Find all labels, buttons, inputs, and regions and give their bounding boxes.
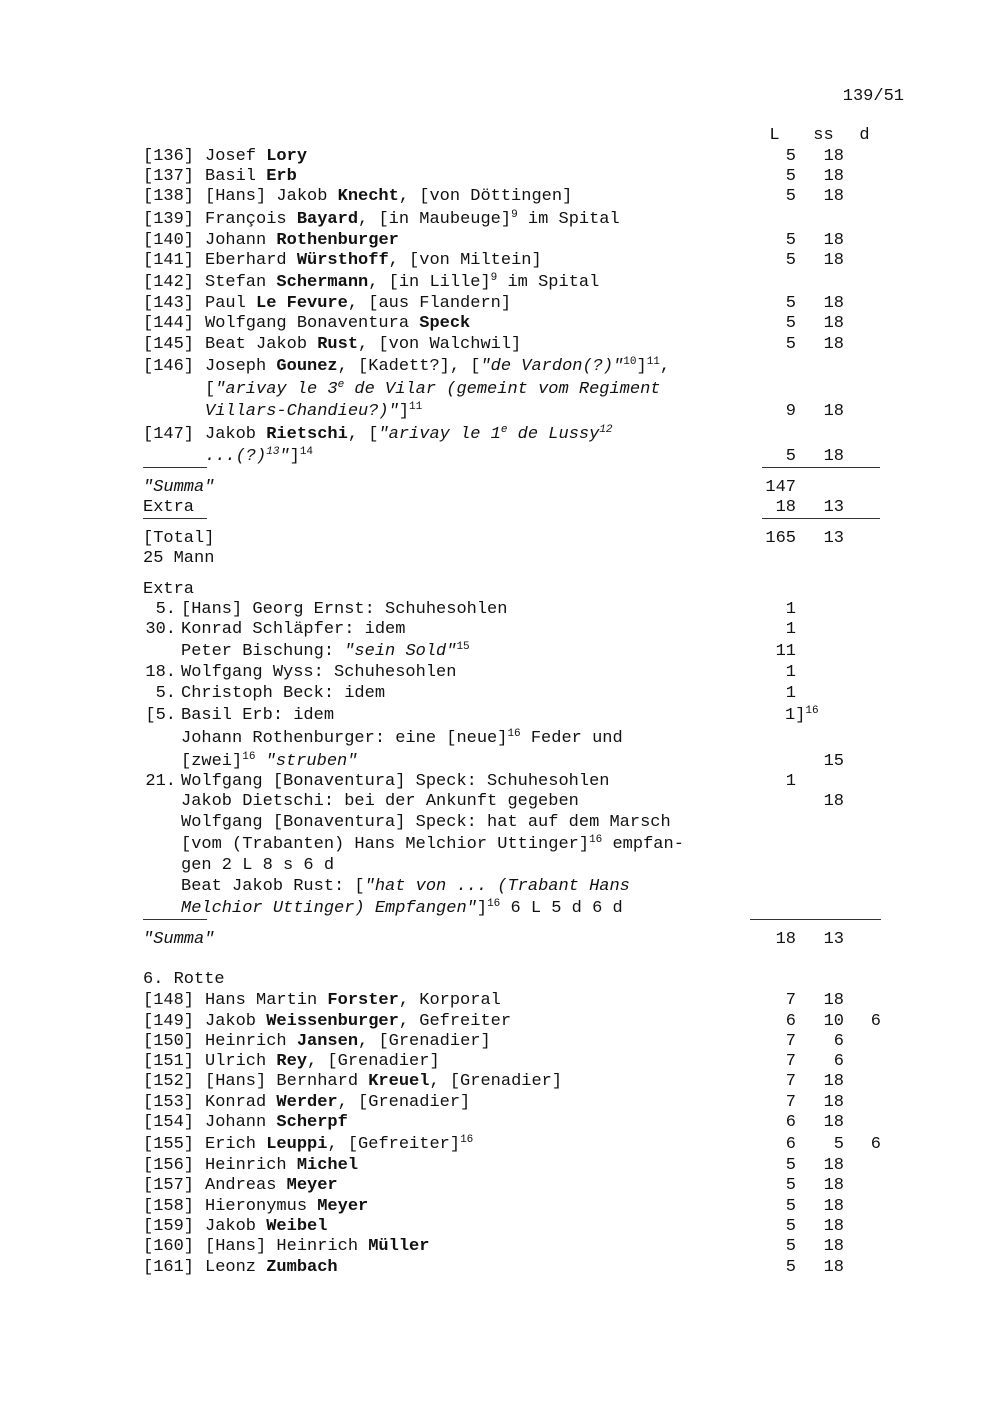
entry-number: [148] xyxy=(143,991,195,1010)
amount-ss: 18 xyxy=(823,1237,844,1256)
entry-text: [Hans] Heinrich Müller xyxy=(205,1237,430,1256)
list-item xyxy=(143,812,883,833)
amount-l: 7 xyxy=(785,1093,796,1112)
entry-number: [137] xyxy=(143,167,195,186)
amount-l: 7 xyxy=(785,1052,796,1071)
amount-ss: 18 xyxy=(823,991,844,1010)
amount-ss: 18 xyxy=(823,187,844,206)
extra-text: [Hans] Georg Ernst: Schuhesohlen xyxy=(181,600,508,619)
amount-ss: 15 xyxy=(823,752,844,771)
amount-ss: 18 xyxy=(823,792,844,811)
amount-l: 1 xyxy=(785,600,796,619)
amount-l: 1 xyxy=(785,772,796,791)
amount-l: 7 xyxy=(785,1032,796,1051)
entry-number: [153] xyxy=(143,1093,195,1112)
amount-l: 7 xyxy=(785,991,796,1010)
amount-l: 5 xyxy=(785,147,796,166)
amount-l: 6 xyxy=(785,1012,796,1031)
amount-l: 5 xyxy=(785,1237,796,1256)
entry-number: [145] xyxy=(143,335,195,354)
entry-text: Joseph Gounez, [Kadett?], ["de Vardon(?)"$^{10}$]$^{11}$, xyxy=(205,356,671,376)
summa2-ss: 13 xyxy=(823,930,844,949)
rule-left xyxy=(143,518,207,519)
entry-text: Eberhard Würsthoff, [von Miltein] xyxy=(205,251,542,270)
entry-146-line1 xyxy=(143,356,883,377)
table-row xyxy=(143,1092,883,1113)
table-row xyxy=(143,1257,883,1278)
summa-l: 147 xyxy=(765,478,796,497)
summa2-l: 18 xyxy=(775,930,796,949)
extra-text: Jakob Dietschi: bei der Ankunft gegeben xyxy=(181,792,579,811)
table-row xyxy=(143,1071,883,1092)
amount-l: 1 xyxy=(785,620,796,639)
column-header-l: L xyxy=(769,126,780,145)
amount-l: 6 xyxy=(785,1113,796,1132)
table-row xyxy=(143,1112,883,1133)
amount-ss: 18 xyxy=(823,1072,844,1091)
list-item xyxy=(143,619,883,640)
amount-l: 6 xyxy=(785,1135,796,1154)
extra-number: 5. xyxy=(155,600,176,619)
entry-number: [141] xyxy=(143,251,195,270)
entry-number: [161] xyxy=(143,1258,195,1277)
amount-l: 1 xyxy=(785,663,796,682)
table-row xyxy=(143,1155,883,1176)
entry-number: [144] xyxy=(143,314,195,333)
extra-text: [vom (Trabanten) Hans Melchior Uttinger]$^{16}$ empfan- xyxy=(181,834,684,854)
amount-ss: 18 xyxy=(823,1258,844,1277)
rule-left xyxy=(143,919,207,920)
list-item xyxy=(143,641,883,662)
entry-text: Andreas Meyer xyxy=(205,1176,338,1195)
amount-l: 5 xyxy=(785,1176,796,1195)
extra-text: Wolfgang [Bonaventura] Speck: Schuhesohlen xyxy=(181,772,610,791)
list-item xyxy=(143,683,883,704)
table-row xyxy=(143,1031,883,1052)
column-header-row xyxy=(143,125,883,146)
amount-ss: 18 xyxy=(823,1217,844,1236)
amount-l: 1]$^{16}$ xyxy=(785,705,819,725)
entry-text: Leonz Zumbach xyxy=(205,1258,338,1277)
entry-text: Wolfgang Bonaventura Speck xyxy=(205,314,471,333)
amount-l: 5 xyxy=(785,335,796,354)
rule-right xyxy=(762,518,880,519)
table-row xyxy=(143,186,883,207)
table-row xyxy=(143,1196,883,1217)
extra-text: Johann Rothenburger: eine [neue]$^{16}$ Feder und xyxy=(181,728,623,748)
list-item xyxy=(143,728,883,749)
summa-row xyxy=(143,477,883,498)
entry-number: [140] xyxy=(143,231,195,250)
extra-text: gen 2 L 8 s 6 d xyxy=(181,856,335,875)
table-row xyxy=(143,1216,883,1237)
entry-text: ...(?)$^{13}$"]$^{14}$ xyxy=(205,446,314,466)
entry-text: Jakob Rietschi, ["arivay le 1e de Lussy$^{12}$ xyxy=(205,424,613,444)
entry-text: Heinrich Michel xyxy=(205,1156,359,1175)
amount-l: 5 xyxy=(785,1197,796,1216)
summa-label: "Summa" xyxy=(143,478,215,497)
table-row xyxy=(143,1236,883,1257)
extra-text: Beat Jakob Rust: ["hat von ... (Trabant Hans xyxy=(181,877,630,896)
extra-text: Melchior Uttinger) Empfangen"]$^{16}$ 6 L 5 d 6 d xyxy=(181,898,623,918)
list-item xyxy=(143,662,883,683)
extra-number: 21. xyxy=(145,772,176,791)
amount-l: 5 xyxy=(785,1258,796,1277)
amount-l: 5 xyxy=(785,167,796,186)
amount-l: 9 xyxy=(785,402,796,421)
entry-text: Jakob Weissenburger, Gefreiter xyxy=(205,1012,512,1031)
amount-ss: 6 xyxy=(833,1032,844,1051)
entry-text: Paul Le Fevure, [aus Flandern] xyxy=(205,294,512,313)
column-header-d: d xyxy=(859,126,870,145)
list-item xyxy=(143,855,883,876)
amount-ss: 18 xyxy=(823,251,844,270)
entry-text: Ulrich Rey, [Grenadier] xyxy=(205,1052,440,1071)
rotte-heading-row xyxy=(143,969,883,990)
total-l: 165 xyxy=(765,529,796,548)
amount-l: 5 xyxy=(785,314,796,333)
list-item xyxy=(143,599,883,620)
table-row xyxy=(143,990,883,1011)
list-item xyxy=(143,898,883,919)
entry-number: [158] xyxy=(143,1197,195,1216)
entry-number: [157] xyxy=(143,1176,195,1195)
table-row xyxy=(143,1011,883,1032)
entry-number: [155] xyxy=(143,1135,195,1154)
entry-text: Erich Leuppi, [Gefreiter]$^{16}$ xyxy=(205,1134,474,1154)
extra-l: 18 xyxy=(775,498,796,517)
list-item xyxy=(143,834,883,855)
entry-text: Johann Scherpf xyxy=(205,1113,348,1132)
entry-text: [Hans] Jakob Knecht, [von Döttingen] xyxy=(205,187,573,206)
men-count: 25 Mann xyxy=(143,549,215,568)
amount-l: 7 xyxy=(785,1072,796,1091)
extra-number: 18. xyxy=(145,663,176,682)
list-item xyxy=(143,705,883,726)
table-row xyxy=(143,230,883,251)
entry-147-line1 xyxy=(143,424,883,445)
amount-l: 1 xyxy=(785,684,796,703)
column-header-ss: ss xyxy=(813,126,834,145)
entry-text: Basil Erb xyxy=(205,167,297,186)
extra-number: 30. xyxy=(145,620,176,639)
list-item xyxy=(143,771,883,792)
amount-l: 5 xyxy=(785,294,796,313)
extra-total-row xyxy=(143,497,883,518)
entry-number: [160] xyxy=(143,1237,195,1256)
amount-ss: 6 xyxy=(833,1052,844,1071)
table-row xyxy=(143,1134,883,1155)
amount-ss: 18 xyxy=(823,1176,844,1195)
entry-text: François Bayard, [in Maubeuge]$^9$ im Spital xyxy=(205,209,620,229)
amount-l: 5 xyxy=(785,447,796,466)
rule-right xyxy=(762,467,880,468)
amount-l: 5 xyxy=(785,1156,796,1175)
entry-number: [149] xyxy=(143,1012,195,1031)
extra-number: [5. xyxy=(145,706,176,725)
entry-number: [138] xyxy=(143,187,195,206)
extra-text: [zwei]$^{16}$ "struben" xyxy=(181,751,358,771)
amount-l: 5 xyxy=(785,1217,796,1236)
amount-d: 6 xyxy=(870,1012,881,1031)
rule-left xyxy=(143,467,207,468)
amount-l: 5 xyxy=(785,251,796,270)
table-row xyxy=(143,209,883,230)
total-label: [Total] xyxy=(143,529,215,548)
entry-number: [159] xyxy=(143,1217,195,1236)
table-row xyxy=(143,166,883,187)
amount-ss: 18 xyxy=(823,147,844,166)
entry-number: [136] xyxy=(143,147,195,166)
extra-heading: Extra xyxy=(143,580,195,599)
entry-text: Beat Jakob Rust, [von Walchwil] xyxy=(205,335,522,354)
extra-text: Wolfgang [Bonaventura] Speck: hat auf dem Marsch xyxy=(181,813,671,832)
entry-text: Stefan Schermann, [in Lille]$^9$ im Spital xyxy=(205,272,600,292)
amount-ss: 18 xyxy=(823,231,844,250)
total-row xyxy=(143,528,883,549)
entry-number: [146] xyxy=(143,357,195,376)
amount-ss: 18 xyxy=(823,1113,844,1132)
amount-ss: 5 xyxy=(833,1135,844,1154)
entry-text: Hans Martin Forster, Korporal xyxy=(205,991,501,1010)
list-item xyxy=(143,751,883,772)
table-row xyxy=(143,272,883,293)
amount-ss: 18 xyxy=(823,314,844,333)
men-count-row xyxy=(143,548,883,569)
entry-146-line3 xyxy=(143,401,883,422)
table-row xyxy=(143,293,883,314)
amount-ss: 10 xyxy=(823,1012,844,1031)
entry-number: [147] xyxy=(143,425,195,444)
amount-ss: 18 xyxy=(823,1197,844,1216)
entry-number: [139] xyxy=(143,210,195,229)
extra-heading-row xyxy=(143,579,883,600)
amount-ss: 18 xyxy=(823,294,844,313)
extra-number: 5. xyxy=(155,684,176,703)
list-item xyxy=(143,791,883,812)
amount-l: 5 xyxy=(785,187,796,206)
entry-text: [Hans] Bernhard Kreuel, [Grenadier] xyxy=(205,1072,563,1091)
table-row xyxy=(143,146,883,167)
table-row xyxy=(143,1051,883,1072)
entry-146-line2 xyxy=(143,379,883,400)
table-row xyxy=(143,250,883,271)
entry-number: [154] xyxy=(143,1113,195,1132)
entry-147-line2 xyxy=(143,446,883,467)
amount-ss: 18 xyxy=(823,335,844,354)
amount-ss: 18 xyxy=(823,167,844,186)
entry-number: [151] xyxy=(143,1052,195,1071)
extra-text: Konrad Schläpfer: idem xyxy=(181,620,406,639)
list-item xyxy=(143,876,883,897)
entry-text: Johann Rothenburger xyxy=(205,231,399,250)
extra-ss: 13 xyxy=(823,498,844,517)
extra-text: Peter Bischung: "sein Sold"$^{15}$ xyxy=(181,641,470,661)
rotte-heading: 6. Rotte xyxy=(143,970,225,989)
entry-number: [142] xyxy=(143,273,195,292)
entry-text: Heinrich Jansen, [Grenadier] xyxy=(205,1032,491,1051)
table-row xyxy=(143,1175,883,1196)
extra-label: Extra xyxy=(143,498,195,517)
entry-number: [152] xyxy=(143,1072,195,1091)
entry-text: Konrad Werder, [Grenadier] xyxy=(205,1093,471,1112)
amount-l: 5 xyxy=(785,231,796,250)
entry-text: Jakob Weibel xyxy=(205,1217,328,1236)
entry-number: [143] xyxy=(143,294,195,313)
table-row xyxy=(143,334,883,355)
entry-text: Hieronymus Meyer xyxy=(205,1197,369,1216)
amount-l: 11 xyxy=(775,642,796,661)
extra-text: Wolfgang Wyss: Schuhesohlen xyxy=(181,663,457,682)
amount-d: 6 xyxy=(870,1135,881,1154)
summa2-label: "Summa" xyxy=(143,930,215,949)
entry-number: [150] xyxy=(143,1032,195,1051)
entry-number: [156] xyxy=(143,1156,195,1175)
summa2-row xyxy=(143,929,883,950)
entry-text: Villars-Chandieu?)"]$^{11}$ xyxy=(205,401,423,421)
page-number: 139/51 xyxy=(842,87,904,106)
entry-text: ["arivay le 3e de Vilar (gemeint vom Regiment xyxy=(205,379,661,399)
rule-right xyxy=(750,919,881,920)
extra-text: Basil Erb: idem xyxy=(181,706,335,725)
amount-ss: 18 xyxy=(823,402,844,421)
amount-ss: 18 xyxy=(823,1156,844,1175)
total-ss: 13 xyxy=(823,529,844,548)
entry-text: Josef Lory xyxy=(205,147,308,166)
table-row xyxy=(143,313,883,334)
extra-text: Christoph Beck: idem xyxy=(181,684,386,703)
amount-ss: 18 xyxy=(823,1093,844,1112)
amount-ss: 18 xyxy=(823,447,844,466)
